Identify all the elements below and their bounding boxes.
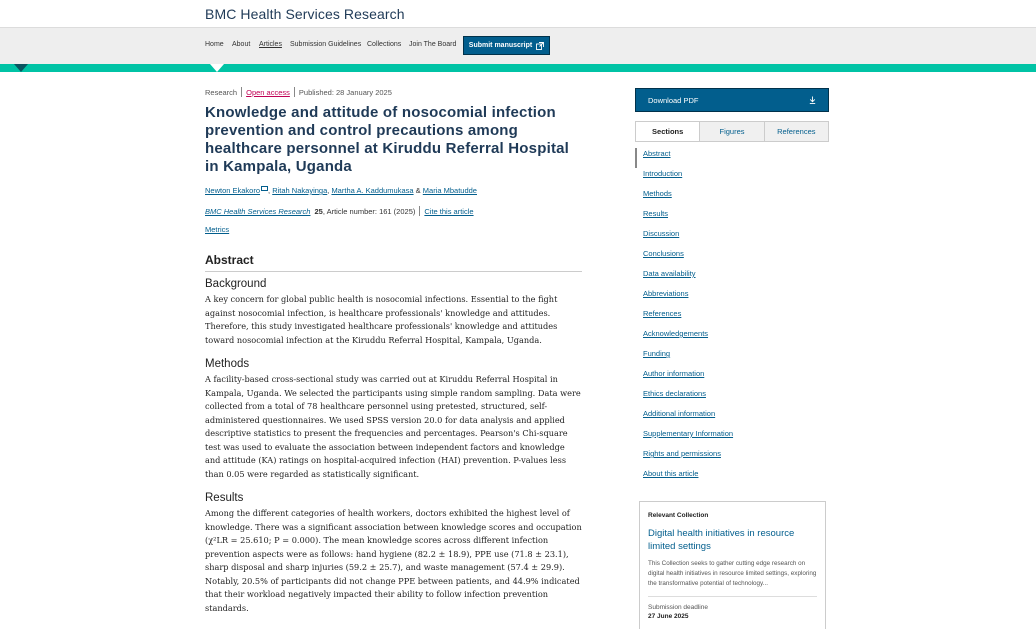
nav-about[interactable]: About [232,41,251,48]
download-icon [809,96,816,104]
author-separator: & [415,186,421,195]
section-link-author-information[interactable]: Author information [643,369,705,378]
download-pdf-label: Download PDF [648,95,699,105]
section-link-abbreviations[interactable]: Abbreviations [643,289,689,298]
section-link-funding[interactable]: Funding [643,349,671,358]
citation-row [205,206,582,216]
nav-submission-guidelines[interactable]: Submission Guidelines [290,41,362,48]
section-link-rights-and-permissions[interactable]: Rights and permissions [643,449,721,458]
section-link-results[interactable]: Results [643,209,669,218]
section-link-methods[interactable]: Methods [643,189,672,198]
nav-join-the-board[interactable]: Join The Board [409,41,457,48]
mail-icon[interactable] [261,186,268,191]
nav-collections[interactable]: Collections [367,41,402,48]
submit-manuscript-label: Submit manuscript [468,42,533,49]
submit-manuscript-button[interactable] [463,36,550,55]
journal-link[interactable]: BMC Health Services Research [205,206,311,216]
article-number: , Article number: 161 (2025) [322,206,416,216]
nav-articles[interactable]: Articles [259,41,282,48]
volume: 25 [314,206,323,216]
section-link-abstract[interactable]: Abstract [635,148,829,168]
section-link-supplementary-information[interactable]: Supplementary Information [643,429,734,438]
author-link[interactable]: Newton Ekakoro [205,186,261,195]
meta-divider [419,206,420,216]
section-link-discussion[interactable]: Discussion [643,229,680,238]
section-link-conclusions[interactable]: Conclusions [643,249,684,258]
brand-stripe [0,64,1036,72]
article-title: Knowledge and attitude of nosocomial infection prevention and control precautions among healthcare personnel at Kiruddu Referral Hospital in Kampala, Uganda [205,104,570,175]
journal-title[interactable]: BMC Health Services Research [205,6,405,22]
nav-home[interactable]: Home [205,41,224,48]
article-meta [205,86,582,98]
metrics-link[interactable]: Metrics [205,225,230,234]
download-pdf-button[interactable] [635,88,829,112]
methods-text: A facility-based cross-sectional study was carried out at Kiruddu Referral Hospital in Kampala, Uganda. We selected the participants using simple random sampling. Data were collected from a total of 78 healthcare personnel using pretested, structured, self-administered questionnaires. We used SPSS version 20.0 for data analysis and applied descriptive statistics to present the frequencies and percentages. Pearson's Chi-square test was used to evaluate the association between independent factors and knowledge and attitude (KA) ratings on hospital-acquired infection (HAI) prevention. P-values less than 0.05 were regarded as statistically significant. [205,374,581,479]
author-separator: , [327,186,330,195]
author-list [205,186,582,196]
tab-references[interactable]: References [764,122,828,141]
meta-divider [241,87,242,97]
metrics-row [205,225,582,235]
article-main [205,86,582,615]
collection-title-link[interactable]: Digital health initiatives in resource limited settings [648,528,795,552]
author-separator: , [268,186,271,195]
section-nav [635,148,829,488]
section-link-additional-information[interactable]: Additional information [643,409,716,418]
tab-figures[interactable]: Figures [699,122,763,141]
section-link-about-this-article[interactable]: About this article [643,469,699,478]
article-type: Research [205,87,238,97]
site-header [0,0,1036,28]
collection-description: This Collection seeks to gather cutting edge research on digital health initiatives in resource limited settings, exploring the transformative potential of technology... [648,560,817,587]
relevant-collection-card [639,501,826,629]
stripe-notch [14,64,28,72]
sidebar-tabs [635,121,829,142]
author-link[interactable]: Martha A. Kaddumukasa [331,186,414,195]
background-heading: Background [205,278,267,290]
cite-article-link[interactable]: Cite this article [424,206,474,216]
author-link[interactable]: Maria Mbatudde [422,186,477,195]
stripe-notch [210,64,224,72]
author-link[interactable]: Ritah Nakayinga [272,186,328,195]
section-link-acknowledgements[interactable]: Acknowledgements [643,329,709,338]
published-date: Published: 28 January 2025 [298,87,392,97]
relevant-collection-label: Relevant Collection [648,512,709,519]
deadline-date: 27 June 2025 [648,613,689,620]
tab-sections[interactable]: Sections [636,122,699,141]
section-link-ethics-declarations[interactable]: Ethics declarations [643,389,706,398]
card-divider [648,596,817,597]
abstract-heading: Abstract [205,253,582,272]
meta-divider [294,87,295,97]
section-link-data-availability[interactable]: Data availability [643,269,696,278]
deadline-label: Submission deadline [648,604,708,611]
background-text: A key concern for global public health is nosocomial infections. Essential to the fight against nosocomial infection, is healthcare professionals' knowledge and attitudes. Therefore, this study investigated healthcare professionals' knowledge and attitudes toward nosocomial infection at the Kiruddu Referral Hospital, Kampala, Uganda. [205,294,558,345]
open-access-link[interactable]: Open access [246,87,290,97]
external-link-icon [536,42,544,50]
section-link-introduction[interactable]: Introduction [643,169,683,178]
article-sidebar [635,88,829,488]
section-link-references[interactable]: References [643,309,682,318]
methods-heading: Methods [205,358,250,370]
results-heading: Results [205,492,244,504]
results-text: Among the different categories of health workers, doctors exhibited the highest level of knowledge. There was a significant association between knowledge scores and occupation (χ²LR = 25.610; P = 0.000). The mean knowledge scores across different infection prevention aspects were as follows: hand hygiene (82.2 ± 18.9), PPE use (71.8 ± 23.1), sharp disposal and sharp injuries (59.2 ± 25.7), and waste management (57.4 ± 29.9). Notably, 20.5% of participants did not change PPE between patients, and 44.9% indicated that their workload negatively impacted their ability to follow infection prevention standards. [205,508,582,613]
